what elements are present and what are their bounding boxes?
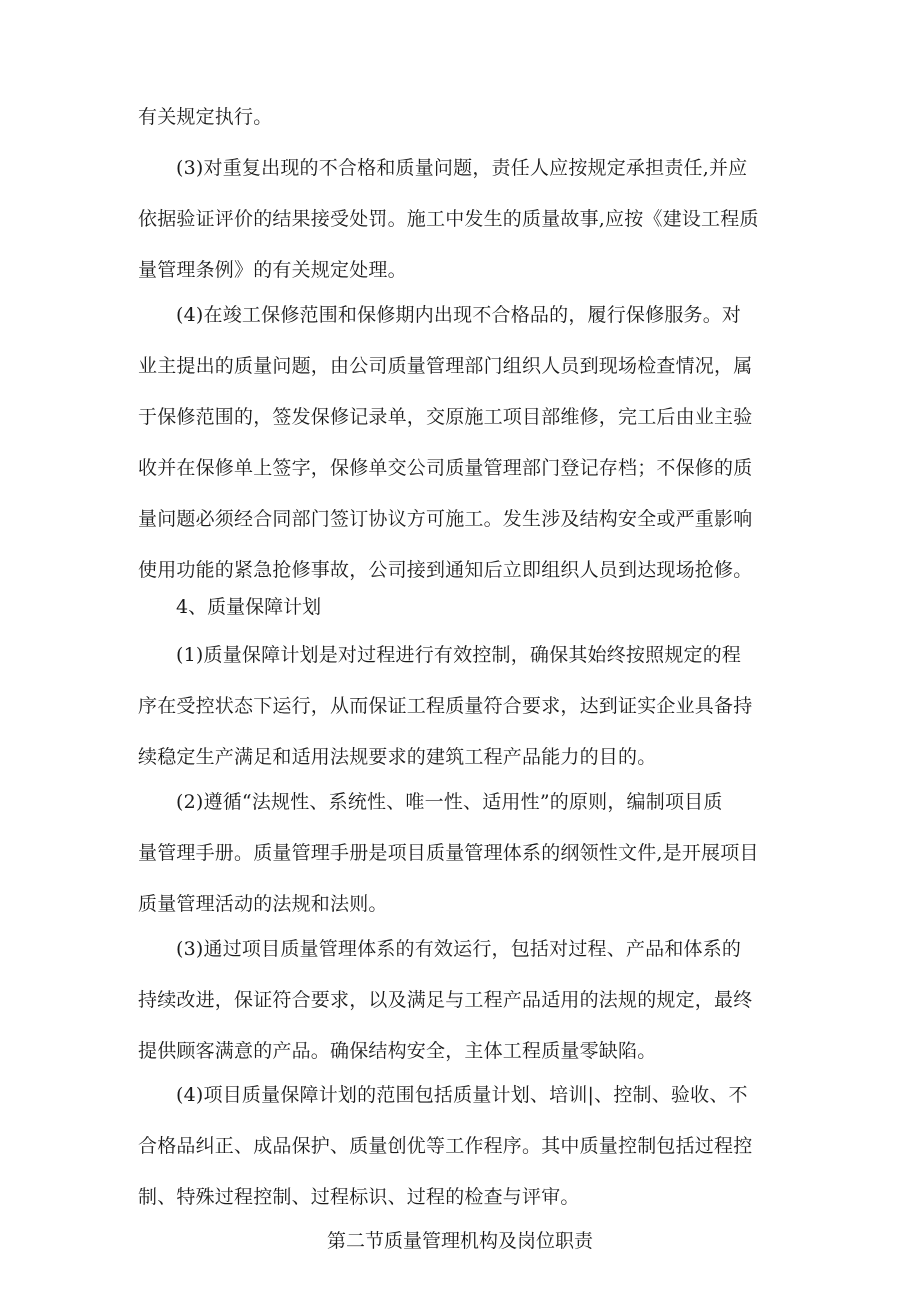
text-line: (3)对重复出现的不合格和质量问题，责任人应按规定承担责任,并应	[176, 157, 748, 179]
paragraph-2-principles	[138, 777, 788, 930]
text-line: 质量管理活动的法规和法则。	[138, 893, 388, 915]
paragraph-3-responsibility	[138, 143, 788, 296]
text-line: 提供顾客满意的产品。确保结构安全，主体工程质量零缺陷。	[138, 1040, 657, 1062]
text-line: 合格品纠正、成品保护、质量创优等工作程序。其中质量控制包括过程控	[138, 1135, 753, 1157]
text-line: (3)通过项目质量管理体系的有效运行，包括对过程、产品和体系的	[176, 938, 742, 960]
text-line: 有关规定执行。	[138, 106, 273, 128]
text-line: 依据验证评价的结果接受处罚。施工中发生的质量故事,应按《建设工程质	[138, 208, 759, 230]
text-line: 量管理条例》的有关规定处理。	[138, 259, 407, 281]
paragraph-4-warranty	[138, 290, 788, 596]
text-line: 业主提出的质量问题，由公司质量管理部门组织人员到现场检查情况，属	[138, 355, 753, 377]
text-line: 量问题必须经合同部门签订协议方可施工。发生涉及结构安全或严重影响	[138, 508, 753, 530]
text-line: 持续改进，保证符合要求，以及满足与工程产品适用的法规的规定，最终	[138, 989, 753, 1011]
text-line: (2)遵循“法规性、系统性、唯一性、适用性”的原则，编制项目质	[176, 791, 723, 813]
text-line: (4)项目质量保障计划的范围包括质量计划、培训|、控制、验收、不	[176, 1084, 748, 1106]
text-line: 于保修范围的，签发保修记录单，交原施工项目部维修，完工后由业主验	[138, 406, 753, 428]
text-line: 序在受控状态下运行，从而保证工程质量符合要求，达到证实企业具备持	[138, 695, 753, 717]
text-line: (1)质量保障计划是对过程进行有效控制，确保其始终按照规定的程	[176, 644, 742, 666]
text-line: 续稳定生产满足和适用法规要求的建筑工程产品能力的目的。	[138, 746, 657, 768]
text-line: 制、特殊过程控制、过程标识、过程的检查与评审。	[138, 1186, 580, 1208]
section-title: 第二节质量管理机构及岗位职责	[326, 1230, 593, 1252]
text-line: (4)在竣工保修范围和保修期内出现不合格品的，履行保修服务。对	[176, 304, 742, 326]
paragraph-1-plan	[138, 630, 788, 783]
continuation-text	[138, 92, 788, 143]
text-line: 量管理手册。质量管理手册是项目质量管理体系的纲领性文件,是开展项目	[138, 842, 759, 864]
paragraph-4-scope	[138, 1070, 788, 1223]
text-line: 使用功能的紧急抢修事故，公司接到通知后立即组织人员到达现场抢修。	[138, 559, 753, 581]
text-line: 收并在保修单上签字，保修单交公司质量管理部门登记存档；不保修的质	[138, 457, 753, 479]
paragraph-3-operation	[138, 924, 788, 1077]
heading-quality-plan: 4、质量保障计划	[176, 596, 322, 618]
